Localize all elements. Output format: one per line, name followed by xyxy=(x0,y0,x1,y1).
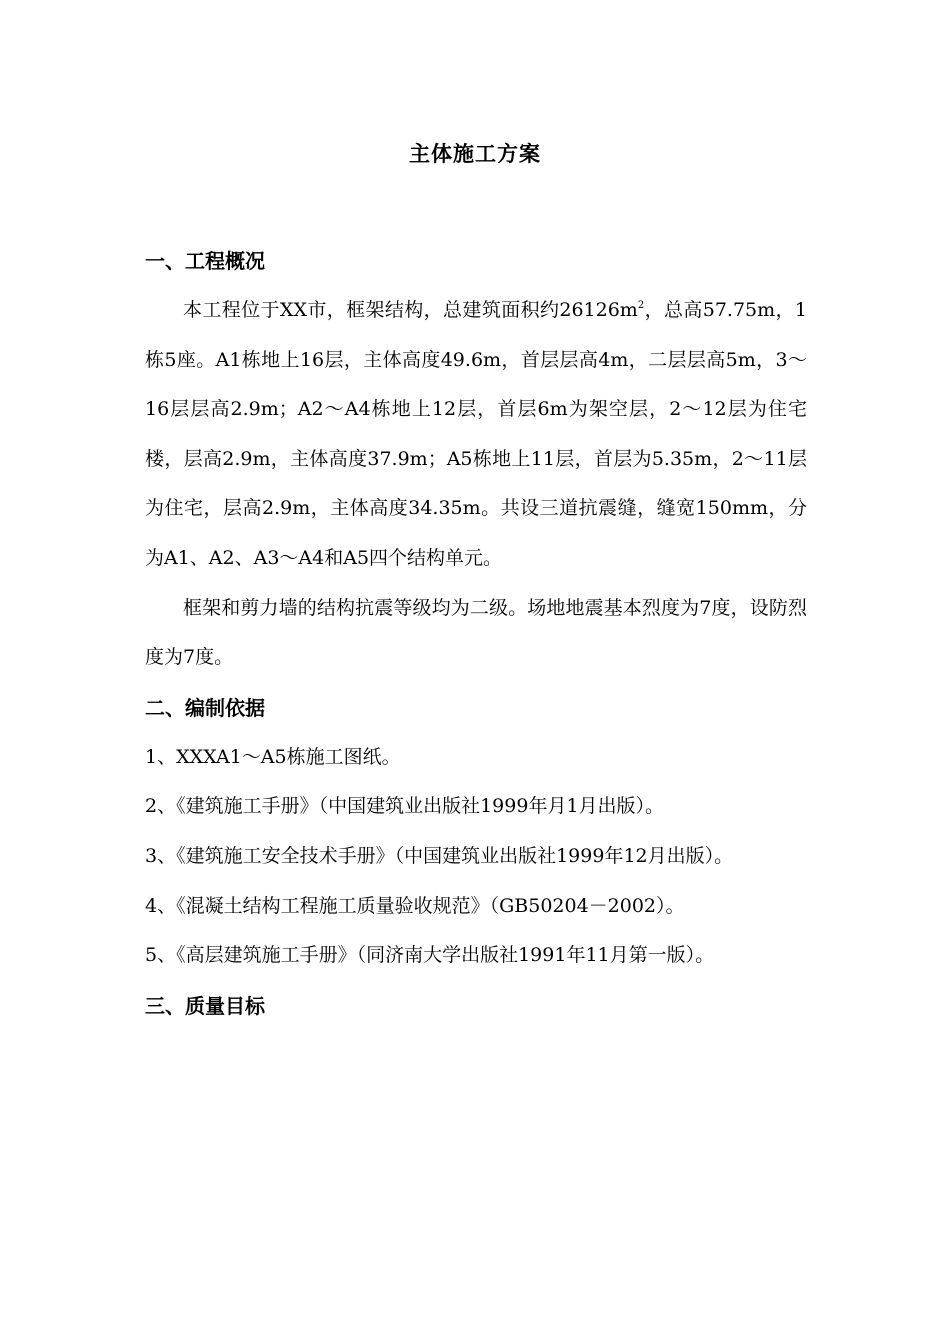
section-heading-basis: 二、编制依据 xyxy=(145,695,265,720)
document-title: 主体施工方案 xyxy=(409,142,541,166)
area-unit-superscript: 2 xyxy=(637,300,645,311)
document-body xyxy=(145,236,807,1031)
section-heading-overview: 一、工程概况 xyxy=(145,249,265,273)
basis-item-5: 5、《高层建筑施工手册》（同济南大学出版社1991年11月第一版）。 xyxy=(145,944,715,967)
basis-item-3: 3、《建筑施工安全技术手册》（中国建筑业出版社1999年12月出版）。 xyxy=(145,844,734,867)
section-heading-quality: 三、质量目标 xyxy=(145,993,265,1018)
overview-paragraph-2: 框架和剪力墙的结构抗震等级均为二级。场地地震基本烈度为7度，设防烈度为7度。 xyxy=(145,596,807,669)
basis-item-2: 2、《建筑施工手册》（中国建筑业出版社1999年月1月出版）。 xyxy=(145,795,665,818)
overview-text-b: ，总高57.75m，1栋5座。A1栋地上16层，主体高度49.6m，首层层高4m，二层层高5m，3～16层层高2.9m；A2～A4栋地上12层，首层6m为架空层，2～12层为住宅楼，层高2.9m，主体高度37.9m；A5栋地上11层，首层为5.35m，2～11层为住宅，层高2.9m，主体高度34.35m。共设三道抗震缝，缝宽150mm，分为A1、A2、A3～A4和A5四个结构单元。 xyxy=(145,299,808,569)
overview-text-a: 本工程位于XX市，框架结构，总建筑面积约26126m xyxy=(183,299,638,321)
overview-paragraph-1 xyxy=(145,286,807,584)
basis-item-4: 4、《混凝土结构工程施工质量验收规范》（GB50204－2002）。 xyxy=(145,894,685,917)
basis-item-1: 1、XXXA1～A5栋施工图纸。 xyxy=(145,745,401,768)
